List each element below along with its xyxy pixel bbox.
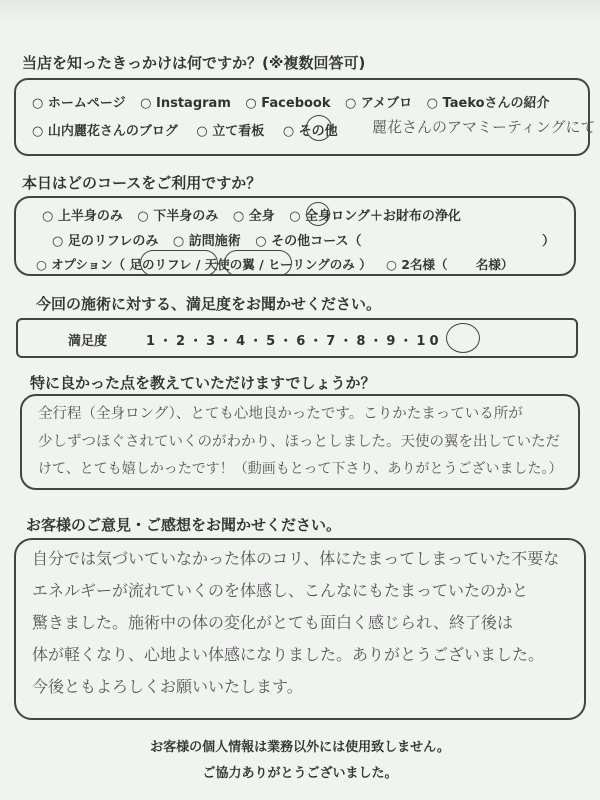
other-handwritten-answer: 麗花さんのアマミーティングにて xyxy=(372,118,596,136)
comments-line4: 体が軽くなり、心地よい体感になりました。ありがとうございました。 xyxy=(32,645,545,664)
satisfaction-scale[interactable]: 1・2・3・4・5・6・7・8・9・10 xyxy=(146,334,443,349)
page-top-edge xyxy=(0,0,600,22)
option-foot-reflexology[interactable]: ○ 足のリフレのみ xyxy=(52,234,159,249)
option-home-visit[interactable]: ○ 訪問施術 xyxy=(172,234,241,249)
thank-you-note: ご協力ありがとうございました。 xyxy=(202,766,398,781)
option-other-course[interactable]: ○ その他コース（ xyxy=(255,234,362,249)
option-taeko-referral[interactable]: ○ Taekoさんの紹介 xyxy=(426,96,550,111)
question-good-points: 特に良かった点を教えていただけますでしょうか？ xyxy=(30,374,376,392)
selected-ten-circle xyxy=(446,323,480,353)
question-comments: お客様のご意見・ご感想をお聞かせください。 xyxy=(26,516,342,534)
good-points-line3: けて、とても嬉しかったです！（動画もとって下さり、ありがとうございました。） xyxy=(38,461,563,477)
option-ameblo[interactable]: ○ アメブロ xyxy=(345,96,413,111)
selected-other-circle xyxy=(306,115,332,141)
option-facebook[interactable]: ○ Facebook xyxy=(245,96,331,111)
privacy-notice: お客様の個人情報は業務以外には使用致しません。 xyxy=(150,740,450,755)
option-homepage[interactable]: ○ ホームページ xyxy=(32,96,126,111)
how-found-options-row2 xyxy=(32,120,348,139)
option-add-on[interactable]: ○ オプション（ 足のリフレ / 天使の翼 / ヒーリングのみ ） xyxy=(36,257,372,272)
course-options-row1 xyxy=(42,205,471,224)
satisfaction-label: 満足度 xyxy=(68,334,108,349)
option-instagram[interactable]: ○ Instagram xyxy=(140,96,231,111)
good-points-line2: 少しずつほぐされていくのがわかり、ほっとしました。天使の翼を出していただ xyxy=(38,434,560,450)
good-points-line1: 全行程（全身ロング）、とても心地良かったです。こりかたまっている所が xyxy=(38,406,523,422)
comments-line2: エネルギーが流れていくのを体感し、こんなにもたまっていたのかと xyxy=(32,581,529,600)
selected-angel-wings-circle xyxy=(224,250,292,276)
option-full-body-long[interactable]: ○ 全身ロング＋お財布の浄化 xyxy=(289,209,461,224)
option-two-persons[interactable]: ○ 2名様（ xyxy=(386,257,448,272)
how-found-options-row1 xyxy=(32,92,560,111)
question-satisfaction: 今回の施術に対する、満足度をお聞かせください。 xyxy=(36,295,382,313)
two-persons-suffix: 名様） xyxy=(475,257,514,272)
other-course-close-paren: ） xyxy=(542,234,556,249)
comments-line1: 自分では気づいていなかった体のコリ、体にたまってしまっていた不要な xyxy=(32,549,560,568)
selected-full-long-circle xyxy=(306,202,330,226)
option-yamauchi-blog[interactable]: ○ 山内麗花さんのブログ xyxy=(32,124,178,139)
question-how-found: 当店を知ったきっかけは何ですか？(※複数回答可) xyxy=(22,54,366,72)
comments-line5: 今後ともよろしくお願いいたします。 xyxy=(32,677,303,696)
comments-line3: 驚きました。施術中の体の変化がとても面白く感じられ、終了後は xyxy=(32,613,513,632)
option-other[interactable]: ○ その他 xyxy=(282,124,338,139)
option-signboard[interactable]: ○ 立て看板 xyxy=(196,124,265,139)
option-upper-body[interactable]: ○ 上半身のみ xyxy=(42,209,123,224)
selected-reflexology-circle xyxy=(140,250,218,276)
option-full-body[interactable]: ○ 全身 xyxy=(232,209,275,224)
option-lower-body[interactable]: ○ 下半身のみ xyxy=(137,209,219,224)
course-options-row2 xyxy=(52,230,556,249)
question-course: 本日はどのコースをご利用ですか？ xyxy=(22,174,262,192)
